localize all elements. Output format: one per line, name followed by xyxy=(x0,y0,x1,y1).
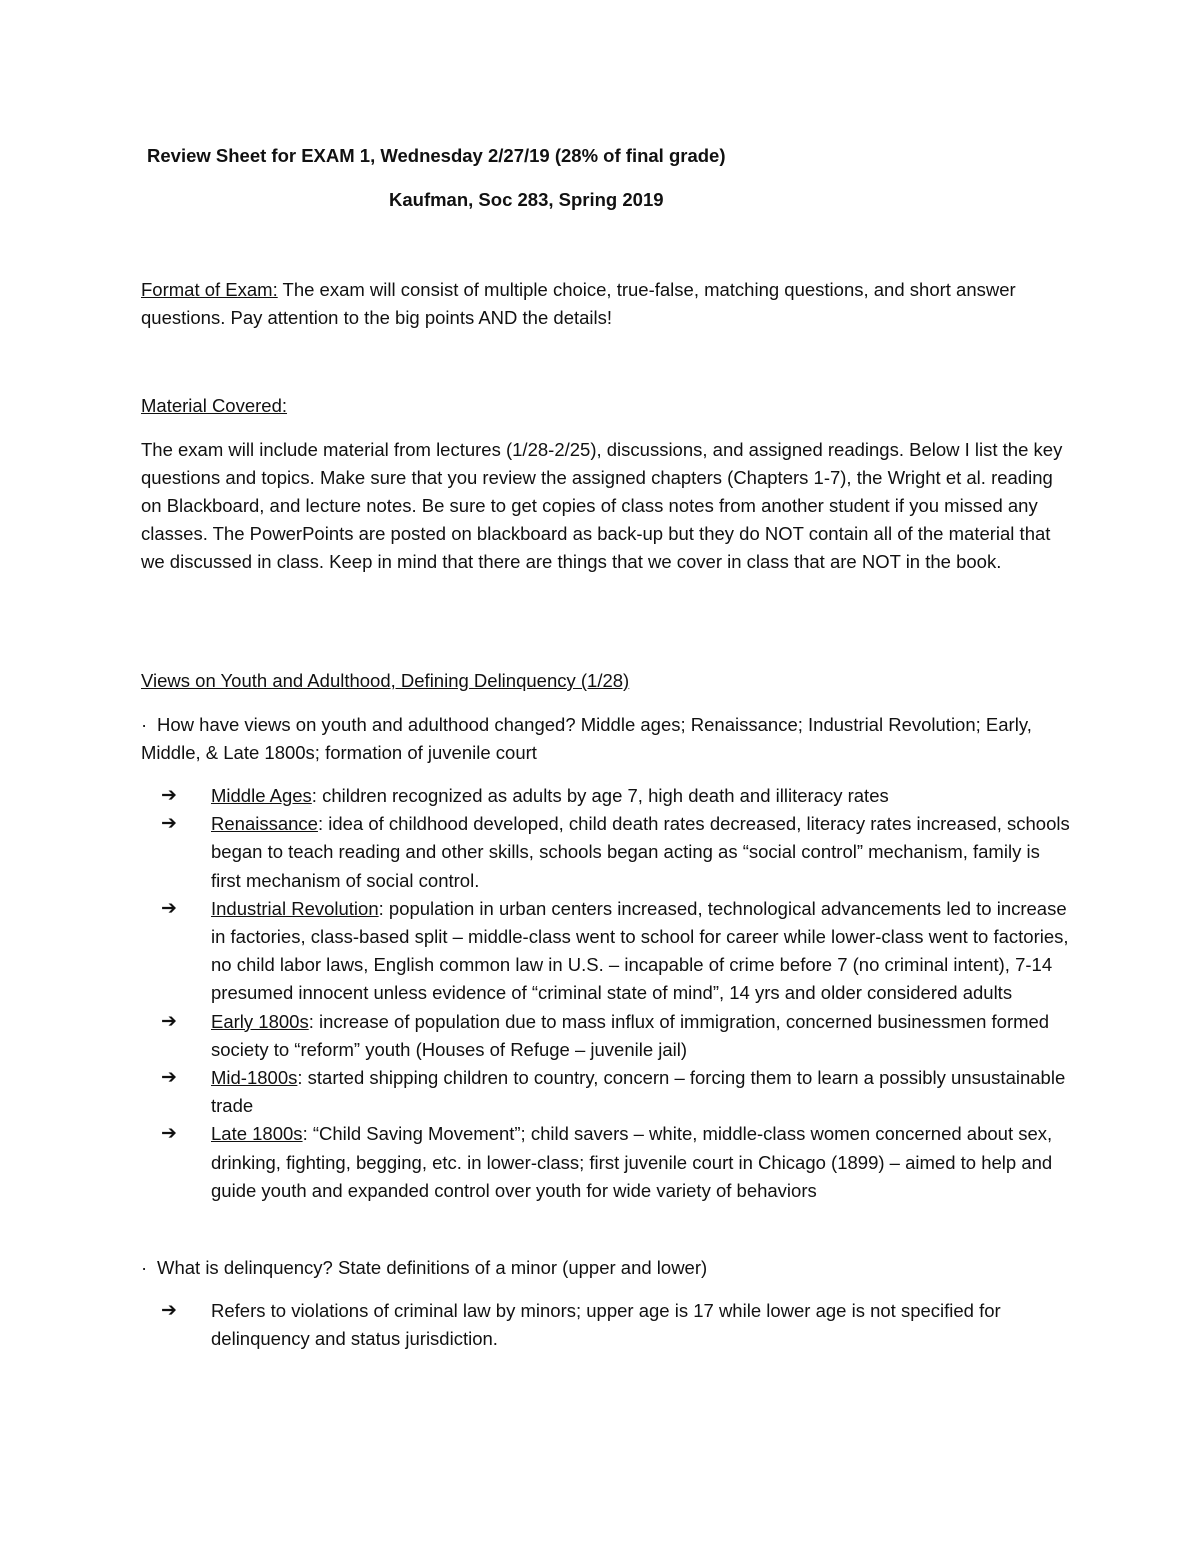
list-item xyxy=(161,1297,1071,1353)
delinquency-arrow-list xyxy=(161,1297,1071,1353)
views-heading: Views on Youth and Adulthood, Defining Delinquency (1/28) xyxy=(141,670,630,691)
history-arrow-list xyxy=(161,782,1071,1205)
list-item xyxy=(161,895,1071,1008)
question-text-2: What is delinquency? State definitions of a minor (upper and lower) xyxy=(157,1257,708,1278)
list-item-term: Late 1800s xyxy=(211,1123,303,1145)
right-arrow-icon: ➔ xyxy=(161,897,177,919)
list-item xyxy=(161,810,1071,895)
bullet-dot-icon: · xyxy=(141,1257,148,1278)
page-title: Review Sheet for EXAM 1, Wednesday 2/27/19 (28% of final grade) xyxy=(147,145,726,166)
format-heading: Format of Exam: xyxy=(141,279,278,300)
list-item-text: : population in urban centers increased, technological advancements led to increase in factories, class-based split – middle-class went to school for career while lower-class went to factories, no child labor laws, English common law in U.S. – incapable of crime before 7 (no criminal intent), 7-14 presumed innocent unless evidence of “criminal state of mind”, 14 yrs and older considered adults xyxy=(211,897,1069,1004)
list-item-term: Mid-1800s xyxy=(211,1067,298,1089)
right-arrow-icon: ➔ xyxy=(161,1123,177,1145)
right-arrow-icon: ➔ xyxy=(161,1300,177,1321)
list-item-term: Middle Ages xyxy=(211,785,312,806)
list-item-text: : children recognized as adults by age 7, high death and illiteracy rates xyxy=(311,785,889,806)
right-arrow-icon: ➔ xyxy=(161,785,177,806)
list-item-term: Industrial Revolution xyxy=(211,897,379,919)
list-item xyxy=(161,1064,1071,1120)
right-arrow-icon: ➔ xyxy=(161,1010,177,1032)
right-arrow-icon: ➔ xyxy=(161,813,177,835)
list-item-text: : started shipping children to country, concern – forcing them to learn a possibly unsustainable trade xyxy=(211,1067,1066,1117)
list-item-text: : increase of population due to mass influx of immigration, concerned businessmen formed society to “reform” youth (Houses of Refuge – juvenile jail) xyxy=(211,1010,1050,1060)
format-section xyxy=(141,276,1071,332)
format-text: The exam will consist of multiple choice, true-false, matching questions, and short answer questions. Pay attention to the big points AND the details! xyxy=(141,279,1016,328)
question-bullet-1 xyxy=(141,711,1071,767)
list-item xyxy=(161,1008,1071,1064)
material-heading-block xyxy=(141,392,1071,420)
question-bullet-2 xyxy=(141,1254,1071,1282)
material-heading: Material Covered: xyxy=(141,395,288,416)
list-item-text: : idea of childhood developed, child death rates decreased, literacy rates increased, schools began to teach reading and other skills, schools began acting as “social control” mechanism, family is first mechanism of social control. xyxy=(211,813,1070,891)
course-subtitle: Kaufman, Soc 283, Spring 2019 xyxy=(389,189,664,210)
material-paragraph: The exam will include material from lectures (1/28-2/25), discussions, and assigned readings. Below I list the key questions and topics. Make sure that you review the assigned chapters (Chapters 1-7), the Wright et al. reading on Blackboard, and lecture notes. Be sure to get copies of class notes from another student if you missed any classes. The PowerPoints are posted on blackboard as back-up but they do NOT contain all of the material that we discussed in class. Keep in mind that there are things that we cover in class that are NOT in the book. xyxy=(141,439,1063,572)
list-item-text: Refers to violations of criminal law by minors; upper age is 17 while lower age is not specified for delinquency and status jurisdiction. xyxy=(211,1300,1001,1350)
question-text-1: How have views on youth and adulthood changed? Middle ages; Renaissance; Industrial Revolution; Early, Middle, & Late 1800s; formation of juvenile court xyxy=(141,714,1032,763)
material-section xyxy=(141,436,1071,576)
views-heading-block xyxy=(141,667,1071,695)
list-item-text: : “Child Saving Movement”; child savers – white, middle-class women concerned about sex, drinking, fighting, begging, etc. in lower-class; first juvenile court in Chicago (1899) – aimed to help and guide youth and expanded control over youth for wide variety of behaviors xyxy=(211,1123,1053,1201)
right-arrow-icon: ➔ xyxy=(161,1067,177,1089)
list-item-term: Renaissance xyxy=(211,813,318,835)
list-item xyxy=(161,1120,1071,1205)
format-paragraph xyxy=(141,276,1071,332)
list-item xyxy=(161,782,1071,810)
list-item-term: Early 1800s xyxy=(211,1010,309,1032)
bullet-dot-icon: · xyxy=(141,714,148,735)
